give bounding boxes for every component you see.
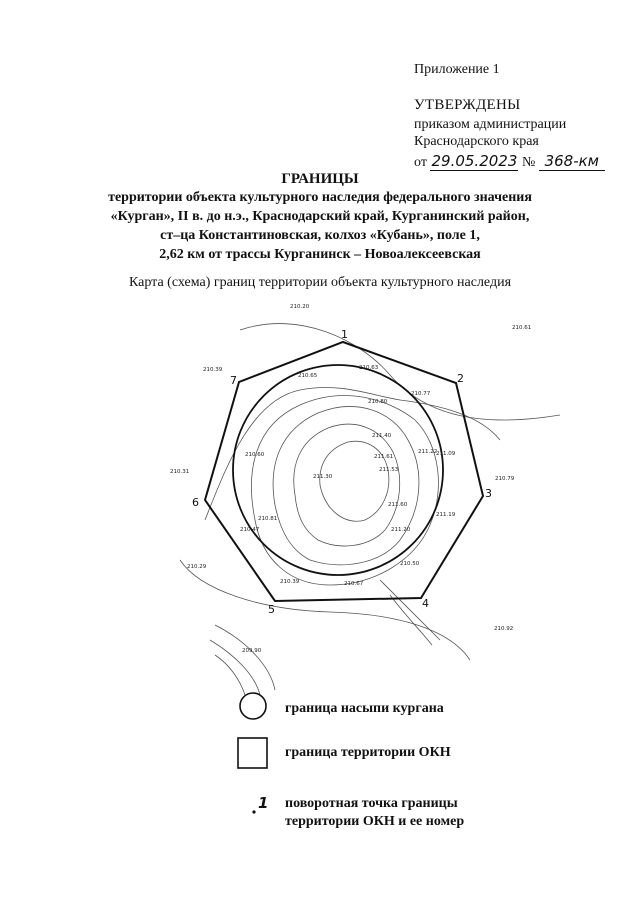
elevation-mark: 210.61 (512, 325, 532, 331)
order-line-2: Краснодарского края (414, 134, 539, 149)
elevation-mark: 210.31 (170, 469, 190, 475)
elevation-mark: 211.09 (436, 451, 456, 457)
elevation-mark: 211.61 (374, 454, 394, 460)
territory-boundary-polygon (205, 342, 483, 601)
elevation-mark: 211.20 (391, 527, 411, 533)
turning-point-label: 7 (230, 374, 237, 387)
elevation-mark: 210.39 (280, 579, 300, 585)
turning-point-label: 5 (268, 603, 275, 616)
elevation-mark: 210.79 (495, 476, 515, 482)
legend-point-number: 1 (258, 794, 269, 812)
elevation-mark: 211.53 (379, 467, 399, 473)
elevation-mark: 211.30 (313, 474, 333, 480)
subtitle-line-1: территории объекта культурного наследия федерального значения (108, 190, 532, 205)
subtitle-line-3: ст–ца Константиновская, колхоз «Кубань», поле 1, (160, 228, 480, 243)
turning-point-label: 1 (341, 328, 348, 341)
elevation-mark: 210.67 (344, 581, 364, 587)
elevation-mark: 211.60 (388, 502, 408, 508)
contour-line (240, 324, 560, 420)
contour-lines (180, 324, 560, 695)
legend-label-point-2: территории ОКН и ее номер (285, 814, 465, 829)
elevation-mark: 210.50 (400, 561, 420, 567)
turning-point-label: 2 (457, 372, 464, 385)
contour-line (215, 625, 275, 690)
elevation-mark: 210.20 (290, 304, 310, 310)
elevation-mark: 211.40 (372, 433, 392, 439)
contour-line (273, 407, 419, 565)
turning-point-label: 3 (485, 487, 492, 500)
contour-line (215, 655, 245, 695)
order-number: 368-км (539, 152, 605, 171)
elevation-marks (170, 304, 531, 654)
elevation-mark: 210.60 (245, 452, 265, 458)
approved-label: УТВЕРЖДЕНЫ (414, 97, 521, 113)
subtitle-line-4: 2,62 км от трассы Курганинск – Новоалексеевская (159, 247, 481, 262)
elevation-mark: 209.90 (242, 648, 262, 654)
legend-label-point-1: поворотная точка границы (285, 796, 458, 811)
elevation-mark: 210.63 (359, 365, 379, 371)
map-title: Карта (схема) границ территории объекта культурного наследия (128, 275, 512, 290)
elevation-mark: 210.65 (298, 373, 318, 379)
order-number-label: № (521, 155, 536, 170)
legend-point-symbol (252, 810, 255, 813)
elevation-mark: 210.47 (240, 527, 260, 533)
elevation-mark: 211.19 (436, 512, 456, 518)
legend-label-mound: граница насыпи кургана (285, 701, 444, 716)
order-line-1: приказом администрации (414, 117, 567, 132)
legend-circle-symbol (240, 693, 266, 719)
turning-point-label: 4 (422, 597, 429, 610)
legend-label-territory: граница территории ОКН (285, 745, 451, 760)
turning-point-label: 6 (192, 496, 199, 509)
elevation-mark: 210.29 (187, 564, 207, 570)
annex-label: Приложение 1 (414, 62, 500, 77)
legend-square-symbol (238, 738, 267, 768)
order-date: 29.05.2023 (431, 152, 518, 170)
contour-line (380, 580, 440, 640)
order-prefix: от (414, 155, 427, 170)
elevation-mark: 211.22 (418, 449, 438, 455)
elevation-mark: 210.81 (258, 516, 278, 522)
document-title: ГРАНИЦЫ (281, 171, 359, 187)
elevation-mark: 210.77 (411, 391, 431, 397)
elevation-mark: 210.80 (368, 399, 388, 405)
turning-points (192, 328, 492, 616)
elevation-mark: 210.92 (494, 626, 514, 632)
elevation-mark: 210.39 (203, 367, 223, 373)
subtitle-line-2: «Курган», II в. до н.э., Краснодарский край, Курганинский район, (110, 209, 530, 224)
